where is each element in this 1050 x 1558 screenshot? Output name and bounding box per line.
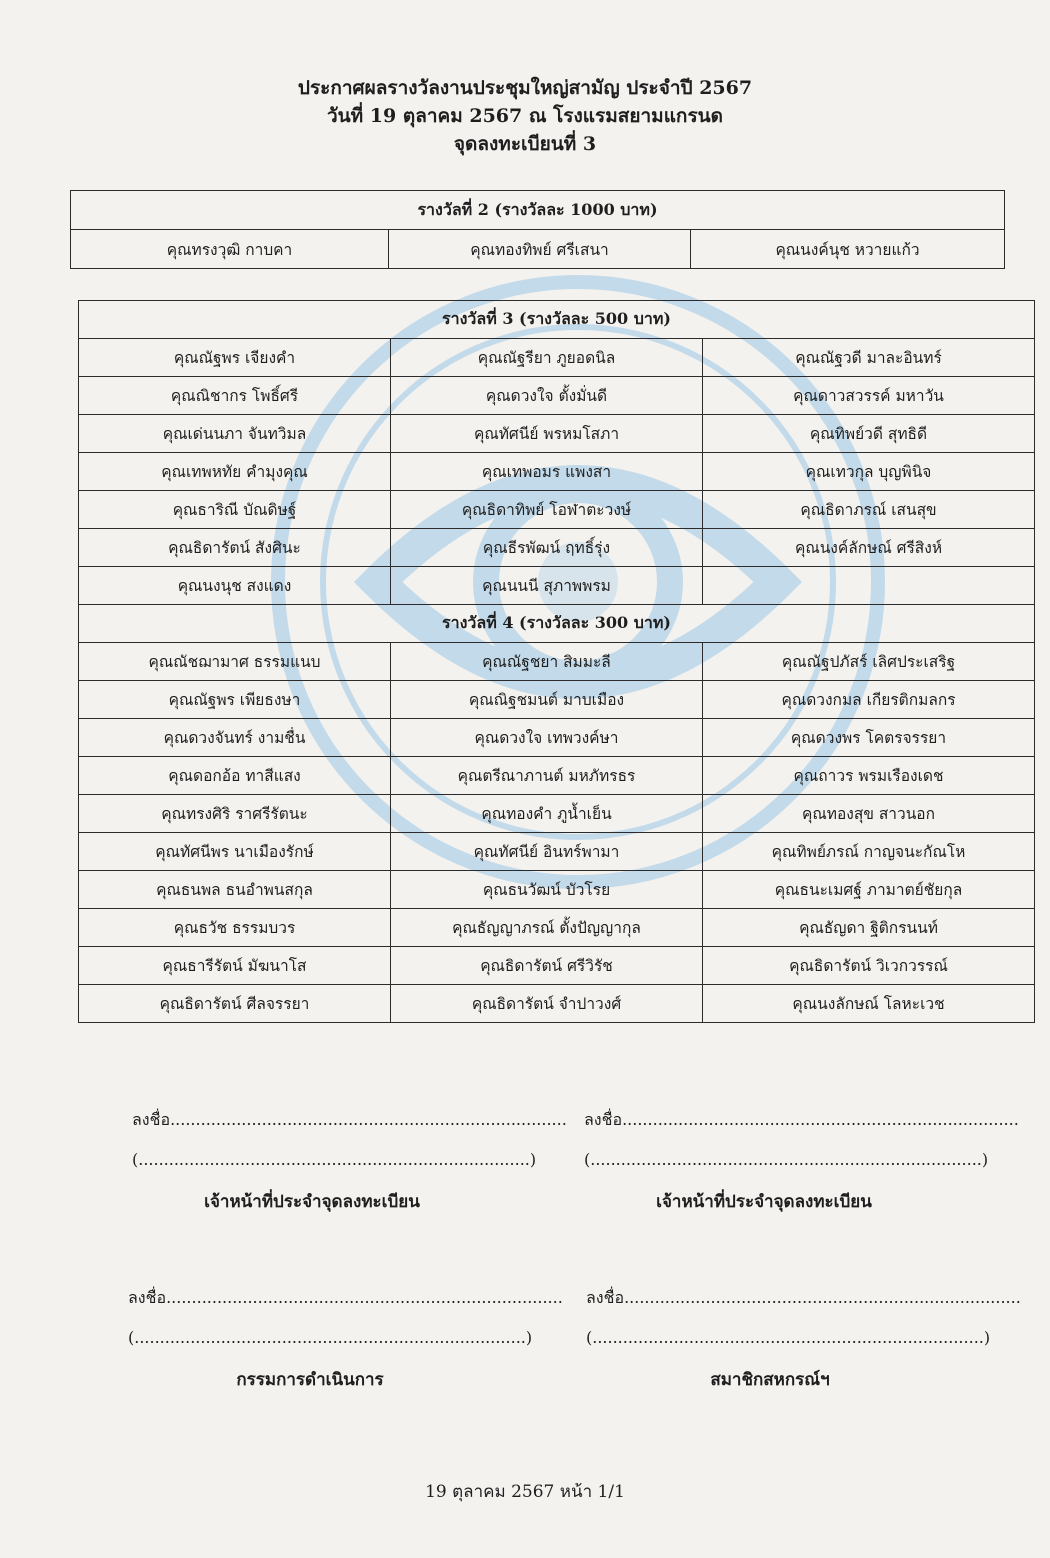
winner-name-cell: คุณนงลักษณ์ โลหะเวช <box>703 985 1035 1023</box>
winner-name-cell: คุณธิดารัตน์ จำปาวงศ์ <box>391 985 703 1023</box>
winner-name-cell: คุณธิดารัตน์ ศรีวิรัช <box>391 947 703 985</box>
winner-name-cell <box>703 567 1035 605</box>
winner-name-cell: คุณเทพหทัย คำมุงคุณ <box>79 453 391 491</box>
winner-name-cell: คุณนงค์นุช หวายแก้ว <box>691 230 1005 269</box>
winner-name-cell: คุณเทพอมร แพงสา <box>391 453 703 491</box>
winner-name-cell: คุณถาวร พรมเรืองเดช <box>703 757 1035 795</box>
winner-name-cell: คุณดวงกมล เกียรติกมลกร <box>703 681 1035 719</box>
table-row <box>79 643 1035 681</box>
award-3-4-table <box>78 300 1035 1023</box>
winner-name-cell: คุณธีรพัฒน์ ฤทธิ์รุ่ง <box>391 529 703 567</box>
name-line: (.............................................................................) <box>586 1328 991 1347</box>
winner-name-cell: คุณณัฐปภัสร์ เลิศประเสริฐ <box>703 643 1035 681</box>
name-line: (.............................................................................) <box>132 1150 537 1169</box>
signer-role: กรรมการดำเนินการ <box>236 1370 384 1390</box>
sign-line: ลงชื่อ.............................................................................. <box>584 1110 1019 1129</box>
signature-block-committee <box>128 1286 563 1393</box>
sign-line: ลงชื่อ.............................................................................. <box>128 1288 563 1307</box>
winner-name-cell: คุณทัศนีพร นาเมืองรักษ์ <box>79 833 391 871</box>
winner-name-cell: คุณธัญดา ฐิติกรนนท์ <box>703 909 1035 947</box>
winner-name-cell: คุณทรงวุฒิ กาบคา <box>71 230 389 269</box>
winner-name-cell: คุณทองคำ ภูน้ำเย็น <box>391 795 703 833</box>
winner-name-cell: คุณเด่นนภา จันทวิมล <box>79 415 391 453</box>
table-row <box>79 681 1035 719</box>
name-line: (.............................................................................) <box>584 1150 989 1169</box>
winner-name-cell: คุณนงค์ลักษณ์ ศรีสิงห์ <box>703 529 1035 567</box>
table-row <box>79 985 1035 1023</box>
table-row <box>79 491 1035 529</box>
winner-name-cell: คุณธิดาภรณ์ เสนสุข <box>703 491 1035 529</box>
winner-name-cell: คุณธิดารัตน์ ศีลจรรยา <box>79 985 391 1023</box>
table-row <box>79 567 1035 605</box>
winner-name-cell: คุณธิดารัตน์ สังศินะ <box>79 529 391 567</box>
signer-role: สมาชิกสหกรณ์ฯ <box>710 1370 830 1390</box>
table-row <box>79 757 1035 795</box>
award-2-title-row <box>71 191 1005 230</box>
sign-line: ลงชื่อ.............................................................................. <box>586 1288 1021 1307</box>
announcement-header <box>0 74 1050 158</box>
winner-name-cell: คุณณัฐพร เพียธงษา <box>79 681 391 719</box>
table-row <box>79 719 1035 757</box>
winner-name-cell: คุณณิชากร โพธิ์ศรี <box>79 377 391 415</box>
winner-name-cell: คุณธวัช ธรรมบวร <box>79 909 391 947</box>
award-2-title: รางวัลที่ 2 (รางวัลละ 1000 บาท) <box>71 191 1005 230</box>
table-row <box>79 453 1035 491</box>
table-row <box>79 377 1035 415</box>
signature-block-member <box>586 1286 1021 1393</box>
winner-name-cell: คุณธิดาทิพย์ โอฬาตะวงษ์ <box>391 491 703 529</box>
announcement-date-venue: วันที่ 19 ตุลาคม 2567 ณ โรงแรมสยามแกรนด <box>327 105 723 127</box>
table-row <box>79 529 1035 567</box>
winner-name-cell: คุณดวงใจ เทพวงค์ษา <box>391 719 703 757</box>
winner-name-cell: คุณณัฐวดี มาละอินทร์ <box>703 339 1035 377</box>
winner-name-cell: คุณธนพล ธนอำพนสกุล <box>79 871 391 909</box>
table-row <box>79 415 1035 453</box>
signature-block-registrar-right <box>584 1108 1019 1215</box>
winner-name-cell: คุณทัศนีย์ อินทร์พามา <box>391 833 703 871</box>
winner-name-cell: คุณดวงใจ ตั้งมั่นดี <box>391 377 703 415</box>
winner-name-cell: คุณนนนี สุภาพพรม <box>391 567 703 605</box>
table-row <box>79 909 1035 947</box>
winner-name-cell: คุณทัศนีย์ พรหมโสภา <box>391 415 703 453</box>
table-row <box>71 230 1005 269</box>
signer-role: เจ้าหน้าที่ประจำจุดลงทะเบียน <box>204 1192 420 1212</box>
winner-name-cell: คุณธารีรัตน์ มัฆนาโส <box>79 947 391 985</box>
winner-name-cell: คุณณัชฌามาศ ธรรมแนบ <box>79 643 391 681</box>
winner-name-cell: คุณดอกอ้อ ทาสีแสง <box>79 757 391 795</box>
winner-name-cell: คุณณัฐพร เจียงคำ <box>79 339 391 377</box>
award-3-title: รางวัลที่ 3 (รางวัลละ 500 บาท) <box>79 301 1035 339</box>
winner-name-cell: คุณธัญญาภรณ์ ตั้งปัญญากุล <box>391 909 703 947</box>
winner-name-cell: คุณทิพย์วดี สุทธิดี <box>703 415 1035 453</box>
signer-role: เจ้าหน้าที่ประจำจุดลงทะเบียน <box>656 1192 872 1212</box>
winner-name-cell: คุณธาริณี บัณดิษฐ์ <box>79 491 391 529</box>
table-row <box>79 833 1035 871</box>
winner-name-cell: คุณทิพย์ภรณ์ กาญจนะกัณโห <box>703 833 1035 871</box>
table-row <box>79 339 1035 377</box>
table-row <box>79 947 1035 985</box>
winner-name-cell: คุณณัฐรียา ภูยอดนิล <box>391 339 703 377</box>
award-4-title: รางวัลที่ 4 (รางวัลละ 300 บาท) <box>79 605 1035 643</box>
winner-name-cell: คุณทองสุข สาวนอก <box>703 795 1035 833</box>
sign-line: ลงชื่อ.............................................................................. <box>132 1110 567 1129</box>
table-row <box>79 795 1035 833</box>
winner-name-cell: คุณณัฐชยา สิมมะลี <box>391 643 703 681</box>
winner-name-cell: คุณดวงพร โคตรจรรยา <box>703 719 1035 757</box>
table-row <box>79 871 1035 909</box>
winner-name-cell: คุณดาวสวรรค์ มหาวัน <box>703 377 1035 415</box>
award-3-title-row <box>79 301 1035 339</box>
winner-name-cell: คุณธนะเมศฐ์ ภามาตย์ชัยกุล <box>703 871 1035 909</box>
winner-name-cell: คุณดวงจันทร์ งามชื่น <box>79 719 391 757</box>
signature-block-registrar-left <box>132 1108 567 1215</box>
winner-name-cell: คุณณิฐชมนต์ มาบเมือง <box>391 681 703 719</box>
page-footer: 19 ตุลาคม 2567 หน้า 1/1 <box>425 1482 625 1502</box>
winner-name-cell: คุณธิดารัตน์ วิเวกวรรณ์ <box>703 947 1035 985</box>
award-4-title-row <box>79 605 1035 643</box>
winner-name-cell: คุณนงนุช สงแดง <box>79 567 391 605</box>
announcement-title: ประกาศผลรางวัลงานประชุมใหญ่สามัญ ประจำปี 2567 <box>297 77 753 99</box>
winner-name-cell: คุณธนวัฒน์ บัวโรย <box>391 871 703 909</box>
winner-name-cell: คุณทองทิพย์ ศรีเสนา <box>389 230 691 269</box>
winner-name-cell: คุณเทวกุล บุญพินิจ <box>703 453 1035 491</box>
award-2-table <box>70 190 1005 269</box>
winner-name-cell: คุณตรีณาภานต์ มหภัทรธร <box>391 757 703 795</box>
winner-name-cell: คุณทรงศิริ ราศรีรัตนะ <box>79 795 391 833</box>
name-line: (.............................................................................) <box>128 1328 533 1347</box>
registration-point: จุดลงทะเบียนที่ 3 <box>453 133 597 155</box>
